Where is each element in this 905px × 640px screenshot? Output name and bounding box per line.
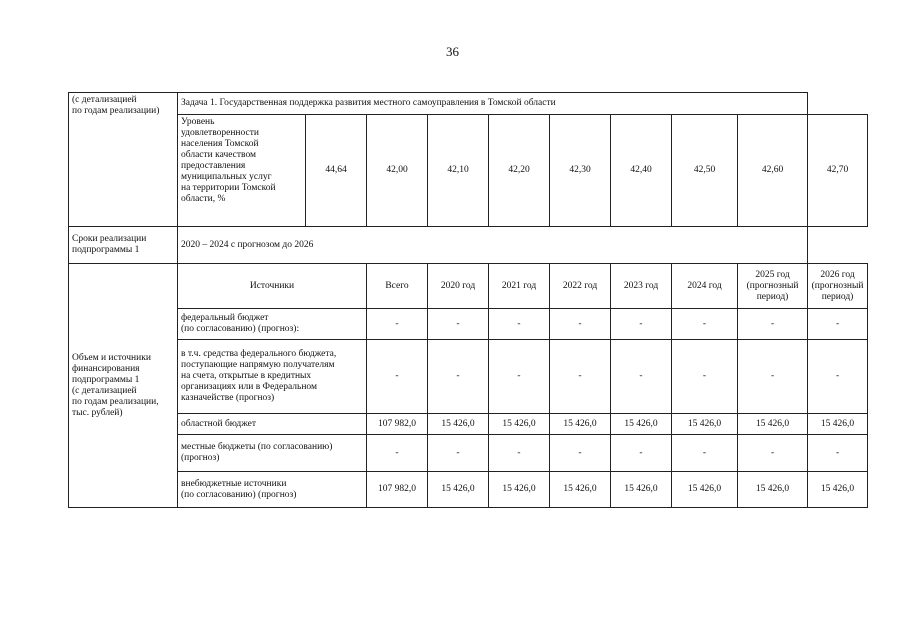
finance-cell: - [550, 340, 611, 414]
finance-cell: 15 426,0 [672, 472, 738, 508]
indicator-value: 42,20 [489, 115, 550, 227]
indicator-value: 42,10 [428, 115, 489, 227]
finance-cell: - [808, 309, 868, 340]
indicator-value: 42,60 [738, 115, 808, 227]
finance-cell: 15 426,0 [738, 414, 808, 435]
finance-cell: 15 426,0 [428, 472, 489, 508]
finance-cell: - [611, 309, 672, 340]
finance-cell: 15 426,0 [611, 472, 672, 508]
finance-cell: 15 426,0 [489, 472, 550, 508]
finance-cell: - [367, 435, 428, 472]
finance-cell: 15 426,0 [550, 472, 611, 508]
finance-label-text: Объем и источники финансирования подпрограммы 1 (с детализацией по годам реализации, тыс. рублей) [72, 352, 159, 418]
col-header-year: 2022 год [550, 264, 611, 309]
finance-cell: 107 982,0 [367, 472, 428, 508]
source-label: местные бюджеты (по согласованию) (прогноз) [178, 435, 367, 472]
source-label: областной бюджет [178, 414, 367, 435]
col-header-year: 2024 год [672, 264, 738, 309]
finance-cell: 15 426,0 [428, 414, 489, 435]
finance-cell: - [550, 309, 611, 340]
indicator-value: 42,30 [550, 115, 611, 227]
finance-cell: 15 426,0 [738, 472, 808, 508]
finance-cell: - [672, 435, 738, 472]
indicator-value: 42,50 [672, 115, 738, 227]
subprogram-passport-table [68, 92, 868, 508]
finance-cell: - [489, 340, 550, 414]
col-header-year-forecast: 2026 год (прогнозный период) [808, 264, 868, 309]
finance-cell: - [808, 340, 868, 414]
finance-cell: - [672, 309, 738, 340]
source-label: внебюджетные источники (по согласованию) (прогноз) [178, 472, 367, 508]
finance-cell: - [611, 435, 672, 472]
finance-cell: 15 426,0 [672, 414, 738, 435]
page-number: 36 [446, 44, 459, 59]
finance-cell: 107 982,0 [367, 414, 428, 435]
terms-value: 2020 – 2024 с прогнозом до 2026 [178, 227, 808, 264]
finance-cell: 15 426,0 [808, 414, 868, 435]
finance-cell: - [808, 435, 868, 472]
finance-cell: - [672, 340, 738, 414]
col-header-year: 2023 год [611, 264, 672, 309]
finance-cell: - [428, 309, 489, 340]
task-title: Задача 1. Государственная поддержка развития местного самоуправления в Томской области [178, 93, 808, 115]
finance-cell: - [428, 340, 489, 414]
col-header-year-forecast: 2025 год (прогнозный период) [738, 264, 808, 309]
finance-cell: - [611, 340, 672, 414]
finance-label [69, 264, 178, 508]
indicator-value: 42,40 [611, 115, 672, 227]
finance-cell: - [738, 435, 808, 472]
indicator-value: 44,64 [306, 115, 367, 227]
left-label-detailing [69, 93, 178, 227]
finance-cell: - [550, 435, 611, 472]
finance-cell: - [738, 340, 808, 414]
col-header-total: Всего [367, 264, 428, 309]
indicator-value: 42,70 [808, 115, 868, 227]
left-label-text: (с детализацией по годам реализации) [72, 95, 160, 116]
indicator-name: Уровень удовлетворенности населения Томской области качеством предоставления муниципальных услуг на территории Томской области, % [178, 115, 306, 227]
finance-cell: 15 426,0 [550, 414, 611, 435]
indicator-value: 42,00 [367, 115, 428, 227]
terms-label: Сроки реализации подпрограммы 1 [69, 227, 178, 264]
source-label: федеральный бюджет (по согласованию) (прогноз): [178, 309, 367, 340]
finance-cell: 15 426,0 [808, 472, 868, 508]
col-header-sources: Источники [178, 264, 367, 309]
source-label: в т.ч. средства федерального бюджета, поступающие напрямую получателям на счета, открытые в кредитных организациях или в Федеральном казначействе (прогноз) [178, 340, 367, 414]
finance-cell: 15 426,0 [611, 414, 672, 435]
col-header-year: 2021 год [489, 264, 550, 309]
finance-cell: - [489, 435, 550, 472]
finance-cell: - [489, 309, 550, 340]
finance-cell: - [428, 435, 489, 472]
finance-cell: - [367, 340, 428, 414]
finance-cell: - [367, 309, 428, 340]
finance-cell: - [738, 309, 808, 340]
finance-cell: 15 426,0 [489, 414, 550, 435]
col-header-year: 2020 год [428, 264, 489, 309]
